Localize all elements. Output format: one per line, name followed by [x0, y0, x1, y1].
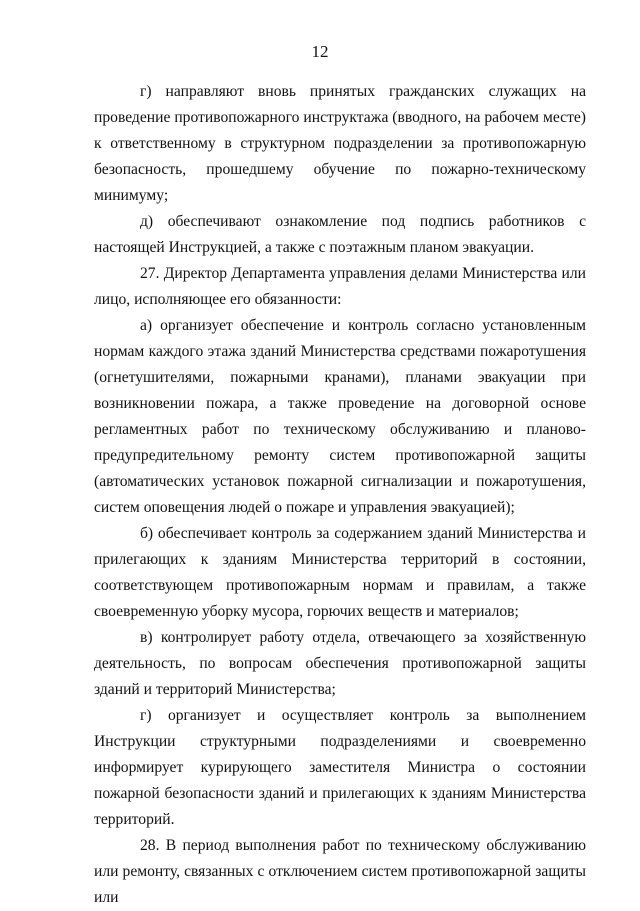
paragraph-d-instruction-familiarization: д) обеспечивают ознакомление под подпись работников с настоящей Инструкцией, а также с поэтажным планом эвакуации. [94, 213, 586, 256]
paragraph-v-department-oversight: в) контролирует работу отдела, отвечающего за хозяйственную деятельность, по вопросам обеспечения противопожарной защиты зданий и территорий Министерства; [94, 629, 586, 698]
paragraph-b-building-maintenance-control: б) обеспечивает контроль за содержанием зданий Министерства и прилегающих к зданиям Министерства территорий в состоянии, соответствующем противопожарным нормам и правилам, а также своевременную уборку мусора, горючих веществ и материалов; [94, 525, 586, 620]
paragraph-27-director-duties: 27. Директор Департамента управления делами Министерства или лицо, исполняющее его обязанности: [94, 265, 586, 308]
page-number: 12 [311, 42, 329, 61]
paragraph-g-new-employees-briefing: г) направляют вновь принятых гражданских служащих на проведение противопожарного инструктажа (вводного, на рабочем месте) к ответственному в структурном подразделении за противопожарную безопасность, прошедшему обучение по пожарно-техническому минимуму; [94, 83, 586, 204]
paragraph-a-fire-equipment-provision: а) организует обеспечение и контроль согласно установленным нормам каждого этажа зданий Министерства средствами пожаротушения (огнетушителями, пожарными кранами), планами эвакуации при возникновении пожара, а также проведение на договорной основе регламентных работ по техническому обслуживанию и планово-предупредительному ремонту систем противопожарной защиты (автоматических установок пожарной сигнализации и пожаротушения, систем оповещения людей о пожаре и управления эвакуацией); [94, 317, 586, 516]
paragraph-28-maintenance-period: 28. В период выполнения работ по техническому обслуживанию или ремонту, связанных с отключением систем противопожарной защиты или [94, 837, 586, 906]
document-body [94, 79, 586, 911]
paragraph-g-instruction-compliance: г) организует и осуществляет контроль за выполнением Инструкции структурными подразделениями и своевременно информирует курирующего заместителя Министра о состоянии пожарной безопасности зданий и прилегающих к зданиям Министерства территорий. [94, 707, 586, 828]
